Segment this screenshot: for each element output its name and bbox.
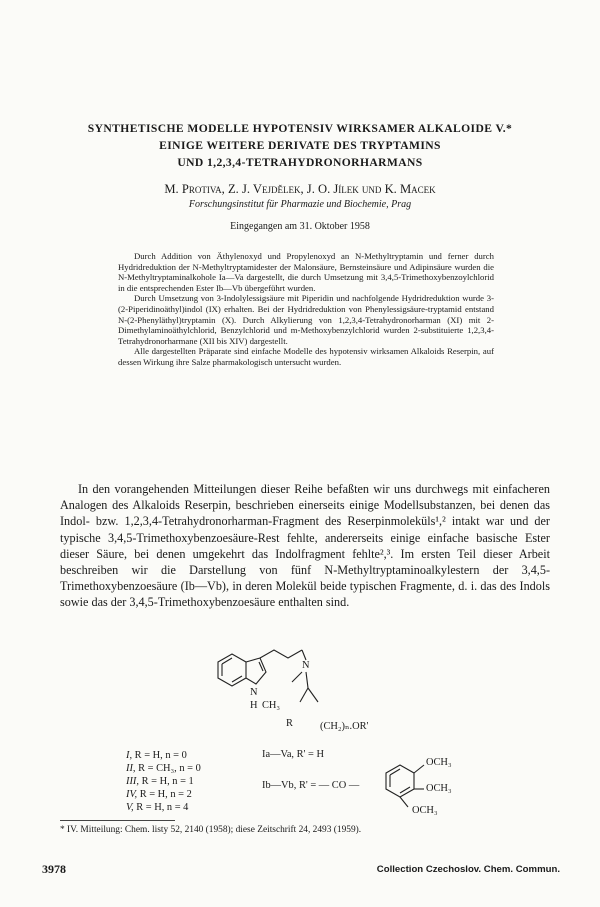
amine-n-label: N: [302, 660, 310, 671]
compound-number: II,: [126, 763, 136, 774]
footnote: * IV. Mitteilung: Chem. listy 52, 2140 (1958); diese Zeitschrift 24, 2493 (1959).: [60, 825, 362, 835]
r-label: R: [286, 718, 293, 729]
body-paragraph: In den vorangehenden Mitteilungen dieser Reihe befaßten wir uns durchwegs mit einfacheren Analogen des Alkaloids Reserpin, beschrieben einerseits einige Modellsubstanzen, bei denen das Indol- bzw. 1,2,3,4-Tetrahydronorharman-Fragment des Reserpinmoleküls¹,² intakt war und der typische 3,4,5-Trimethoxybenzoesäure-Rest fehlte, andererseits einige einfache basische Ester dieser Säure, bei denen umgekehrt das Indolfragment fehlte²,³. Im ersten Teil dieser Arbeit beschreiben wir die Darstellung von fünf N-Methyltryptaminoalkylestern der 3,4,5-Trimethoxybenzoesäure (Ib—Vb), in deren Molekül beide typischen Fragmente, d. i. das des Indols sowie das der 3,4,5-Trimethoxybenzoesäure enthalten sind.: [60, 482, 550, 610]
compound-row: [126, 788, 266, 801]
compound-row: [126, 775, 266, 788]
page-number: 3978: [42, 862, 66, 876]
footnote-rule: [60, 820, 175, 821]
title-line-1: SYNTHETISCHE MODELLE HYPOTENSIV WIRKSAMER ALKALOIDE V.*: [87, 122, 513, 135]
indole-structure-diagram: [180, 640, 420, 725]
compound-definition: R = CH₃, n = 0: [138, 763, 201, 774]
received-date: Eingegangen am 31. Oktober 1958: [230, 221, 370, 232]
ethyl-chain: [260, 650, 302, 658]
compound-row: [126, 762, 266, 775]
compound-definition: R = H, n = 4: [136, 802, 189, 813]
affiliation: Forschungsinstitut für Pharmazie und Biochemie, Prag: [188, 199, 412, 210]
abstract-paragraph: Durch Umsetzung von 3-Indolylessigsäure mit Piperidin und nachfolgende Hydridreduktion wurde 3-(2-Piperidinoäthyl)indol (IX) erhalten. Bei der Hydridreduktion von Phenylessigsäure-tryptamid entstand N-(2-Phenyläthyl)tryptamin (X). Durch Alkylierung von 1,2,3,4-Tetrahydronorharman (XI) mit 2-Dimethylaminoäthylchlorid, Benzylchlorid und m-Methoxybenzylchlorid wurden 2-substituierte 1,2,3,4-Tetrahydronorharmane (XII bis XIV) dargestellt.: [118, 293, 494, 346]
authors: M. Protiva, Z. J. Vejdělek, J. O. Jílek und K. Macek: [164, 182, 436, 196]
compound-number: V,: [126, 802, 134, 813]
abstract: [118, 251, 494, 368]
body-text: [60, 481, 550, 611]
compound-number: I,: [126, 750, 133, 761]
abstract-paragraph: Alle dargestellten Präparate sind einfache Modelle des hypotensiv wirksamen Alkaloids Reserpin, auf dessen Wirkung ihre Salze pharmakologisch untersucht wurden.: [118, 346, 494, 367]
journal-name: Collection Czechoslov. Chem. Commun.: [376, 864, 560, 875]
chain-label: (CH₂)ₙ.OR': [320, 721, 369, 732]
nh-n-label: N: [250, 687, 258, 698]
abstract-paragraph: Durch Addition von Äthylenoxyd und Propylenoxyd an N-Methyltryptamin und ferner durch Hydridreduktion der N-Methyltryptamidester der Malonsäure, Bernsteinsäure und Adipinsäure wurden die N-Methyltryptaminalkohole Ia—Va dargestellt, die durch Umsetzung mit 3,4,5-Trimethoxybenzoylchlorid in die entsprechenden Ester Ib—Vb übergeführt wurden.: [118, 251, 494, 293]
ch3-label: CH₃: [262, 700, 281, 711]
compound-row: [126, 749, 266, 762]
nh-h-label: H: [250, 700, 258, 711]
compound-list: [126, 749, 266, 814]
och3-label: OCH₃: [412, 805, 438, 816]
compound-row: [126, 801, 266, 814]
compound-number: III,: [126, 776, 139, 787]
series-b-label: Ib—Vb, R' = — CO —: [262, 780, 360, 791]
compound-definition: R = H, n = 2: [139, 789, 192, 800]
series-a-label: Ia—Va, R' = H: [262, 749, 324, 760]
title-line-3: UND 1,2,3,4-TETRAHYDRONORHARMANS: [177, 156, 423, 169]
och3-label: OCH₃: [426, 757, 452, 768]
compound-definition: R = H, n = 0: [134, 750, 187, 761]
compound-number: IV,: [126, 789, 138, 800]
title-line-2: EINIGE WEITERE DERIVATE DES TRYPTAMINS: [159, 139, 441, 152]
och3-label: OCH₃: [426, 783, 452, 794]
compound-definition: R = H, n = 1: [141, 776, 194, 787]
